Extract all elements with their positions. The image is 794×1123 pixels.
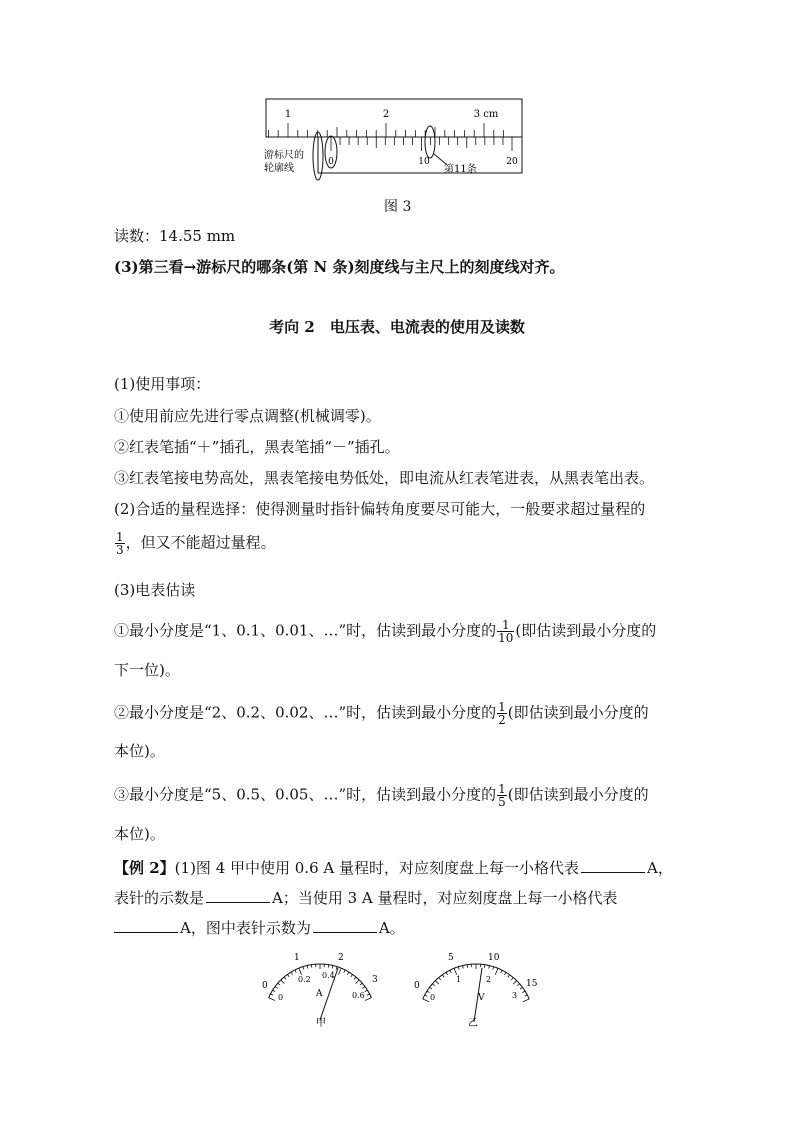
voltmeter-tick: [508, 975, 510, 977]
line11-ellipse: [425, 126, 435, 158]
ammeter-tick: [295, 970, 296, 973]
estimate-a: ①最小分度是“1、0.1、0.01、…”时，估读到最小分度的 $\frac{1}{10}$ (即估读到最小分度的: [114, 618, 657, 645]
voltmeter-tick: [522, 991, 525, 993]
voltmeter-tick: [432, 984, 434, 986]
usage-heading: (1)使用事项：: [114, 375, 211, 393]
fraction-one-fifth: $\frac{1}{5}$: [498, 782, 506, 809]
vernier-caliper-figure: [250, 96, 540, 186]
estimate-c-line2: 本位)。: [114, 825, 165, 843]
ammeter-tick: [269, 998, 275, 1001]
voltmeter-tick: [523, 999, 529, 1002]
voltmeter-outer-0: 0: [414, 981, 420, 991]
vernier-scale-ticks: [331, 137, 512, 151]
voltmeter-unit: V: [478, 993, 485, 1003]
example-tag: 【例 2】: [114, 859, 175, 877]
voltmeter-tick: [504, 972, 506, 975]
ammeter-outer-2: 2: [338, 953, 344, 963]
ammeter-tick: [362, 987, 364, 989]
ammeter-figure: [256, 946, 386, 1030]
ammeter-outer-1: 1: [294, 953, 300, 963]
fraction-one-third: $\frac{1}{3}$: [116, 530, 124, 557]
voltmeter-tick: [513, 981, 516, 985]
voltmeter-tick: [511, 978, 513, 980]
voltmeter-tick: [450, 970, 451, 973]
main-label-1: 1: [284, 109, 292, 120]
ammeter-tick: [278, 983, 280, 985]
voltmeter-tick: [501, 970, 502, 973]
ammeter-tick: [347, 972, 349, 975]
estimate-heading: (3)电表估读: [114, 581, 196, 599]
voltmeter-tick: [493, 967, 494, 970]
ammeter-tick: [351, 974, 353, 976]
ammeter-inner-1: 0.2: [298, 975, 311, 984]
ammeter-inner-3: 0.6: [352, 991, 365, 1000]
voltmeter-tick: [430, 987, 432, 989]
estimate-c: ③最小分度是“5、0.5、0.05、…”时，估读到最小分度的 $\frac{1}{5}$ (即估读到最小分度的: [114, 782, 649, 809]
estimate-b-line2: 本位)。: [114, 742, 165, 760]
usage-item-1: ①使用前应先进行零点调整(机械调零)。: [114, 407, 381, 425]
ammeter-tick: [344, 970, 345, 973]
line11-label: 第11条: [444, 164, 477, 175]
ammeter-tick: [365, 990, 368, 992]
voltmeter-tick: [454, 968, 457, 974]
ammeter-tick: [287, 974, 289, 976]
ammeter-outer-0: 0: [262, 981, 268, 991]
voltmeter-tick: [463, 966, 464, 969]
outline-label-2: 轮廓线: [264, 163, 294, 174]
voltmeter-outer-5: 5: [448, 953, 454, 963]
ammeter-label: 甲: [316, 1018, 326, 1029]
range-line-1: (2)合适的量程选择：使得测量时指针偏转角度要尽可能大，一般要求超过量程的: [114, 500, 646, 518]
ammeter-tick: [291, 972, 293, 975]
ammeter-tick: [303, 967, 304, 970]
voltmeter-label: 乙: [468, 1018, 478, 1029]
voltmeter-tick: [439, 978, 441, 980]
voltmeter-inner-2: 2: [486, 975, 492, 984]
step3-text: (3)第三看→游标尺的哪条(第 N 条)刻度线与主尺上的刻度线对齐。: [114, 258, 565, 276]
answer-blank-1[interactable]: [581, 858, 645, 873]
main-label-2: 2: [382, 109, 390, 120]
section-title: 考向 2 电压表、电流表的使用及读数: [269, 318, 525, 336]
example-line-1: 【例 2】(1)图 4 甲中使用 0.6 A 量程时，对应刻度盘上每一小格代表 A，: [114, 859, 673, 877]
vernier-label-0: 0: [328, 157, 334, 167]
figure3-caption: 图 3: [384, 199, 412, 215]
ammeter-tick: [284, 977, 286, 979]
ammeter-tick: [275, 987, 277, 989]
voltmeter-inner-3: 3: [512, 991, 518, 1000]
usage-item-2: ②红表笔插“＋”插孔，黑表笔插“－”插孔。: [114, 438, 400, 456]
estimate-b: ②最小分度是“2、0.2、0.02、…”时，估读到最小分度的 $\frac{1}{2}$ (即估读到最小分度的: [114, 700, 649, 727]
example-line-3: A，图中表针示数为 A。: [114, 918, 405, 938]
ammeter-tick: [336, 967, 337, 970]
ammeter-tick: [299, 968, 302, 974]
ammeter-unit: A: [316, 989, 323, 999]
reading-text: 读数：14.55 mm: [114, 227, 236, 245]
voltmeter-tick: [489, 966, 490, 969]
ammeter-tick: [365, 998, 371, 1001]
voltmeter-tick: [435, 981, 438, 985]
line11-pointer: [434, 154, 446, 164]
ammeter-outer-3: 3: [372, 975, 378, 985]
voltmeter-tick: [442, 975, 444, 977]
ammeter-tick: [281, 980, 284, 984]
ammeter-tick: [360, 983, 362, 985]
ammeter-tick: [356, 980, 359, 984]
voltmeter-outer-10: 10: [488, 953, 500, 963]
outline-label-1: 游标尺的: [264, 150, 304, 161]
voltmeter-tick: [446, 972, 448, 975]
voltmeter-tick: [425, 995, 428, 996]
voltmeter-tick: [495, 968, 498, 974]
ammeter-tick: [270, 994, 273, 995]
main-label-3cm: 3 cm: [473, 109, 499, 120]
ammeter-tick: [354, 977, 356, 979]
ammeter-tick: [367, 994, 370, 995]
fraction-one-half: $\frac{1}{2}$: [498, 700, 506, 727]
voltmeter-tick: [458, 967, 459, 970]
voltmeter-tick: [423, 999, 429, 1002]
answer-blank-4[interactable]: [313, 918, 377, 933]
vernier-scale: [318, 137, 522, 173]
ammeter-tick: [339, 968, 342, 974]
ammeter-tick: [273, 990, 276, 992]
voltmeter-tick: [520, 987, 522, 989]
vernier-label-10: 10: [418, 157, 430, 167]
answer-blank-3[interactable]: [114, 918, 178, 933]
voltmeter-inner-0: 0: [430, 993, 436, 1002]
voltmeter-tick: [525, 995, 528, 996]
ammeter-tick: [332, 966, 333, 969]
voltmeter-tick: [517, 984, 519, 986]
main-scale-ticks: [268, 123, 503, 137]
range-line-2: $\frac{1}{3}$ ，但又不能超过量程。: [116, 530, 276, 557]
ammeter-inner-0: 0: [278, 993, 284, 1002]
voltmeter-inner-1: 1: [456, 975, 462, 984]
usage-item-3: ③红表笔接电势高处，黑表笔接电势低处，即电流从红表笔进表，从黑表笔出表。: [114, 469, 655, 487]
ammeter-tick: [307, 966, 308, 969]
example-line-2: 表针的示数是 A；当使用 3 A 量程时，对应刻度盘上每一小格代表: [114, 889, 618, 907]
ammeter-inner-2: 0.4: [322, 971, 335, 980]
voltmeter-figure: [412, 946, 544, 1030]
answer-blank-2[interactable]: [206, 888, 270, 903]
voltmeter-outer-15: 15: [526, 979, 538, 989]
fraction-one-tenth: $\frac{1}{10}$: [498, 618, 514, 645]
estimate-a-line2: 下一位)。: [114, 661, 180, 679]
vernier-label-20: 20: [506, 157, 518, 167]
